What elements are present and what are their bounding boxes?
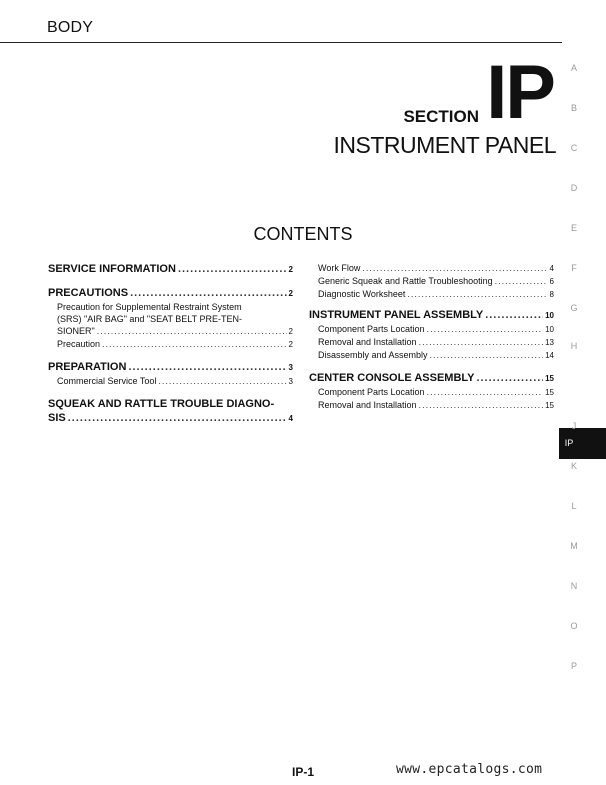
toc-title: Work Flow [318, 263, 361, 273]
toc-page: 15 [545, 401, 554, 410]
toc-entry-generic-squeak[interactable] [309, 275, 554, 288]
side-index-letter-o[interactable]: O [570, 621, 578, 631]
toc-entry-work-flow[interactable] [309, 262, 554, 275]
toc-leader [362, 262, 547, 274]
toc-title: INSTRUMENT PANEL ASSEMBLY [309, 309, 484, 321]
toc-title: PRECAUTIONS [48, 287, 129, 299]
section-word: SECTION [403, 107, 479, 126]
side-index-letter-j[interactable]: J [571, 421, 577, 431]
toc-page: 10 [545, 325, 554, 334]
toc-title: Removal and Installation [318, 400, 417, 410]
section-title: INSTRUMENT PANEL [333, 132, 556, 158]
toc-leader [130, 286, 286, 300]
toc-leader [419, 336, 544, 348]
toc-leader [102, 338, 287, 350]
toc-page: 14 [545, 351, 554, 360]
toc-entry-cca-removal[interactable] [309, 399, 554, 412]
toc-title: Diagnostic Worksheet [318, 289, 406, 299]
toc-entry-instrument-panel-assembly[interactable] [309, 308, 554, 323]
side-index-letter-f[interactable]: F [571, 263, 577, 273]
toc-title: Removal and Installation [318, 337, 417, 347]
toc-entry-preparation[interactable] [48, 360, 293, 375]
toc-leader [128, 360, 286, 374]
toc-page: 2 [288, 289, 293, 298]
toc-leader [495, 275, 548, 287]
side-index-letter-g[interactable]: G [570, 303, 578, 313]
toc-title-line: (SRS) "AIR BAG" and "SEAT BELT PRE-TEN- [57, 314, 242, 324]
toc-entry-service-information[interactable] [48, 262, 293, 277]
header-label: BODY [47, 19, 94, 36]
toc-page: 2 [288, 327, 293, 336]
toc-entry-precaution[interactable] [48, 338, 293, 351]
toc-page: 2 [288, 265, 293, 274]
toc-left-column [48, 262, 293, 426]
side-index-letter-d[interactable]: D [570, 183, 578, 193]
toc-page: 6 [549, 277, 554, 286]
toc-entry-commercial-service-tool[interactable] [48, 375, 293, 388]
toc-entry-precautions[interactable] [48, 286, 293, 301]
side-index-letter-b[interactable]: B [570, 103, 577, 113]
watermark: www.epcatalogs.com [396, 762, 543, 777]
contents-heading [0, 224, 606, 245]
side-index-letter-e[interactable]: E [570, 223, 577, 233]
toc-page: 10 [545, 311, 554, 320]
toc-page: 3 [288, 377, 293, 386]
side-index-letter-h[interactable]: H [570, 341, 578, 351]
toc-entry-precaution-srs[interactable] [48, 301, 293, 338]
toc-page: 4 [549, 264, 554, 273]
toc-title-line: SIONER" [57, 326, 95, 336]
contents-heading-text: CONTENTS [253, 224, 353, 244]
toc-title: Commercial Service Tool [57, 376, 157, 386]
toc-leader [407, 288, 547, 300]
toc-entry-ipa-component-parts[interactable] [309, 323, 554, 336]
toc-leader [430, 349, 544, 361]
toc-leader [427, 323, 544, 335]
toc-right-column [309, 262, 554, 412]
toc-page: 3 [288, 363, 293, 372]
toc-leader [419, 399, 544, 411]
toc-title-line: Precaution for Supplemental Restraint System [57, 302, 242, 312]
side-index-letter-n[interactable]: N [570, 581, 578, 591]
side-index-letter-m[interactable]: M [570, 541, 578, 551]
toc-title-line: SQUEAK AND RATTLE TROUBLE DIAGNO- [48, 398, 275, 410]
toc-page: 15 [545, 374, 554, 383]
header-rule [0, 42, 562, 43]
toc-leader [476, 371, 543, 385]
toc-page: 13 [545, 338, 554, 347]
toc-entry-diagnostic-worksheet[interactable] [309, 288, 554, 301]
toc-leader [68, 411, 287, 425]
toc-entry-ipa-removal[interactable] [309, 336, 554, 349]
toc-title: PREPARATION [48, 361, 127, 373]
section-code: IP [486, 50, 554, 135]
footer-page-label: IP-1 [291, 765, 314, 779]
toc-entry-squeak-rattle[interactable] [48, 397, 293, 426]
side-index-letter-k[interactable]: K [570, 461, 577, 471]
side-index-letter-l[interactable]: L [571, 501, 577, 511]
toc-title: CENTER CONSOLE ASSEMBLY [309, 372, 475, 384]
toc-title: SERVICE INFORMATION [48, 263, 176, 275]
toc-leader [158, 375, 286, 387]
side-index-letter-p[interactable]: P [570, 661, 577, 671]
toc-leader [178, 262, 287, 276]
toc-page: 8 [549, 290, 554, 299]
toc-leader [97, 325, 287, 337]
toc-title: Generic Squeak and Rattle Troubleshooting [318, 276, 493, 286]
toc-leader [427, 386, 544, 398]
toc-page: 15 [545, 388, 554, 397]
toc-entry-center-console-assembly[interactable] [309, 371, 554, 386]
toc-title: Precaution [57, 339, 101, 349]
toc-title-line: SIS [48, 412, 66, 424]
toc-title: Component Parts Location [318, 387, 425, 397]
side-index-letter-a[interactable]: A [570, 63, 577, 73]
toc-entry-cca-component-parts[interactable] [309, 386, 554, 399]
side-index-active-tab[interactable] [559, 428, 606, 459]
toc-page: 2 [288, 340, 293, 349]
side-index-letter-ip: IP [564, 438, 574, 448]
side-index-letter-c[interactable]: C [570, 143, 578, 153]
toc-leader [485, 308, 543, 322]
toc-page: 4 [288, 414, 293, 423]
toc-title: Disassembly and Assembly [318, 350, 428, 360]
toc-title: Component Parts Location [318, 324, 425, 334]
toc-entry-ipa-disassembly[interactable] [309, 349, 554, 362]
